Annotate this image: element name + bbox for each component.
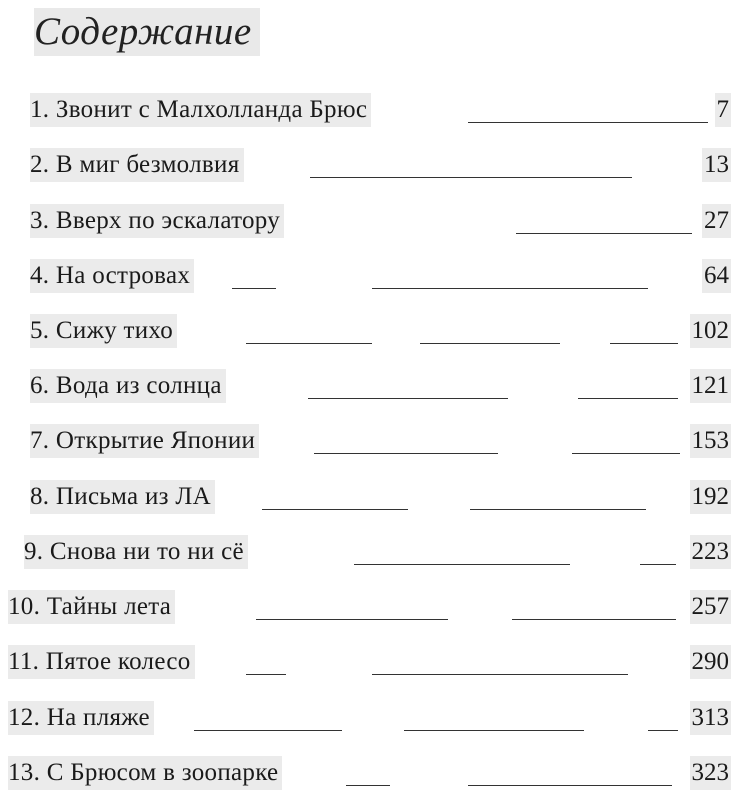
leader-line	[470, 509, 646, 510]
leader-line	[246, 343, 372, 344]
toc-entry-page: 102	[690, 314, 732, 348]
toc-entry-10	[0, 590, 747, 624]
toc-entry-label: 3. Вверх по эскалатору	[30, 204, 284, 238]
leader-line	[346, 785, 390, 786]
toc-entry-9	[0, 535, 747, 569]
leader-line	[468, 122, 708, 123]
toc-entry-label: 7. Открытие Японии	[30, 424, 259, 458]
leader-line	[610, 343, 678, 344]
toc-entry-page: 223	[690, 535, 732, 569]
toc-entry-1	[0, 93, 747, 127]
leader-line	[246, 674, 286, 675]
toc-entry-label: 11. Пятое колесо	[8, 645, 195, 679]
toc-entry-page: 290	[690, 645, 732, 679]
leader-line	[262, 509, 408, 510]
toc-entry-label: 13. С Брюсом в зоопарке	[8, 756, 282, 790]
toc-entry-13	[0, 756, 747, 790]
leader-line	[420, 343, 560, 344]
leader-line	[310, 177, 632, 178]
toc-entry-page: 192	[690, 480, 732, 514]
toc-entry-page: 13	[702, 148, 731, 182]
toc-entry-3	[0, 204, 747, 238]
toc-entry-5	[0, 314, 747, 348]
toc-entry-11	[0, 645, 747, 679]
toc-entry-page: 27	[702, 204, 731, 238]
leader-line	[648, 730, 678, 731]
toc-entry-label: 12. На пляже	[8, 701, 154, 735]
leader-line	[516, 233, 692, 234]
leader-line	[308, 398, 508, 399]
toc-entry-6	[0, 369, 747, 403]
leader-line	[232, 288, 276, 289]
toc-entry-page: 64	[702, 259, 731, 293]
toc-entry-page: 121	[690, 369, 732, 403]
leader-line	[314, 453, 498, 454]
toc-entry-page: 323	[690, 756, 732, 790]
page-title: Содержание	[34, 8, 260, 56]
leader-line	[404, 730, 584, 731]
toc-entry-label: 9. Снова ни то ни сё	[24, 535, 248, 569]
leader-line	[512, 619, 676, 620]
toc-entry-4	[0, 259, 747, 293]
leader-line	[372, 674, 628, 675]
toc-entry-12	[0, 701, 747, 735]
toc-entry-page: 7	[715, 93, 732, 127]
leader-line	[372, 288, 648, 289]
leader-line	[194, 730, 342, 731]
toc-entry-8	[0, 480, 747, 514]
toc-entry-page: 257	[690, 590, 732, 624]
toc-entry-label: 1. Звонит с Малхолланда Брюс	[30, 93, 371, 127]
toc-entry-label: 4. На островах	[30, 259, 194, 293]
leader-line	[256, 619, 448, 620]
toc-entry-label: 6. Вода из солнца	[30, 369, 226, 403]
toc-entry-7	[0, 424, 747, 458]
toc-entry-label: 5. Сижу тихо	[30, 314, 177, 348]
leader-line	[640, 564, 676, 565]
toc-entry-page: 153	[690, 424, 732, 458]
toc-entry-label: 8. Письма из ЛА	[30, 480, 215, 514]
leader-line	[468, 785, 672, 786]
toc-entry-label: 2. В миг безмолвия	[30, 148, 244, 182]
leader-line	[354, 564, 570, 565]
toc-entry-label: 10. Тайны лета	[8, 590, 175, 624]
leader-line	[572, 453, 680, 454]
leader-line	[578, 398, 678, 399]
toc-entry-2	[0, 148, 747, 182]
toc-entry-page: 313	[690, 701, 732, 735]
